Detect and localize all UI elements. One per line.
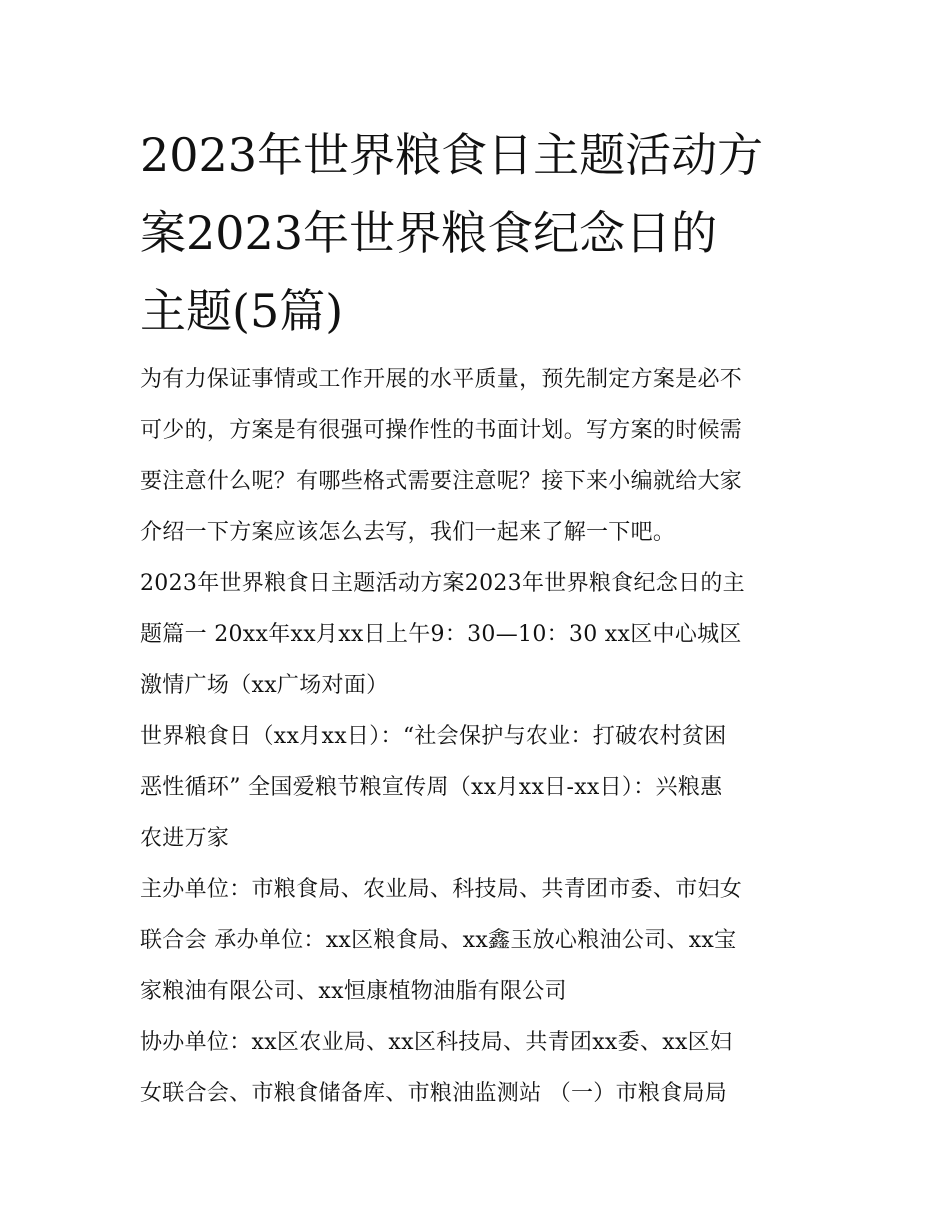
- text-line: 联合会 承办单位：xx区粮食局、xx鑫玉放心粮油公司、xx宝: [140, 928, 737, 953]
- title-line-3: 主题(5篇): [140, 284, 344, 338]
- intro-paragraph: [140, 354, 815, 558]
- text-line: 可少的，方案是有很强可操作性的书面计划。写方案的时候需: [140, 418, 743, 443]
- title-line-2: 案2023年世界粮食纪念日的: [140, 206, 718, 260]
- text-line: 主办单位：市粮食局、农业局、科技局、共青团市委、市妇女: [140, 877, 743, 902]
- document-title: [140, 116, 815, 350]
- time-location-paragraph: [140, 558, 815, 711]
- text-line: 世界粮食日（xx月xx日）：“社会保护与农业：打破农村贫困: [140, 724, 727, 749]
- text-line: 为有力保证事情或工作开展的水平质量，预先制定方案是必不: [140, 367, 743, 392]
- text-line: 激情广场（xx广场对面）: [140, 673, 389, 698]
- text-line: 题篇一 20xx年xx月xx日上午9：30—10：30 xx区中心城区: [140, 622, 742, 647]
- title-line-1: 2023年世界粮食日主题活动方: [140, 128, 764, 182]
- organizer-paragraph: [140, 864, 815, 1017]
- text-line: 恶性循环” 全国爱粮节粮宣传周（xx月xx日-xx日）：兴粮惠: [140, 775, 723, 800]
- text-line: 协办单位：xx区农业局、xx区科技局、共青团xx委、xx区妇: [140, 1030, 733, 1055]
- text-line: 家粮油有限公司、xx恒康植物油脂有限公司: [140, 979, 567, 1004]
- text-line: 农进万家: [140, 826, 230, 851]
- co-organizer-paragraph: [140, 1017, 815, 1119]
- theme-paragraph: [140, 711, 815, 864]
- text-line: 2023年世界粮食日主题活动方案2023年世界粮食纪念日的主: [140, 571, 745, 596]
- text-line: 要注意什么呢？有哪些格式需要注意呢？接下来小编就给大家: [140, 469, 743, 494]
- text-line: 介绍一下方案应该怎么去写，我们一起来了解一下吧。: [140, 520, 676, 545]
- text-line: 女联合会、市粮食储备库、市粮油监测站 （一）市粮食局局: [140, 1081, 728, 1106]
